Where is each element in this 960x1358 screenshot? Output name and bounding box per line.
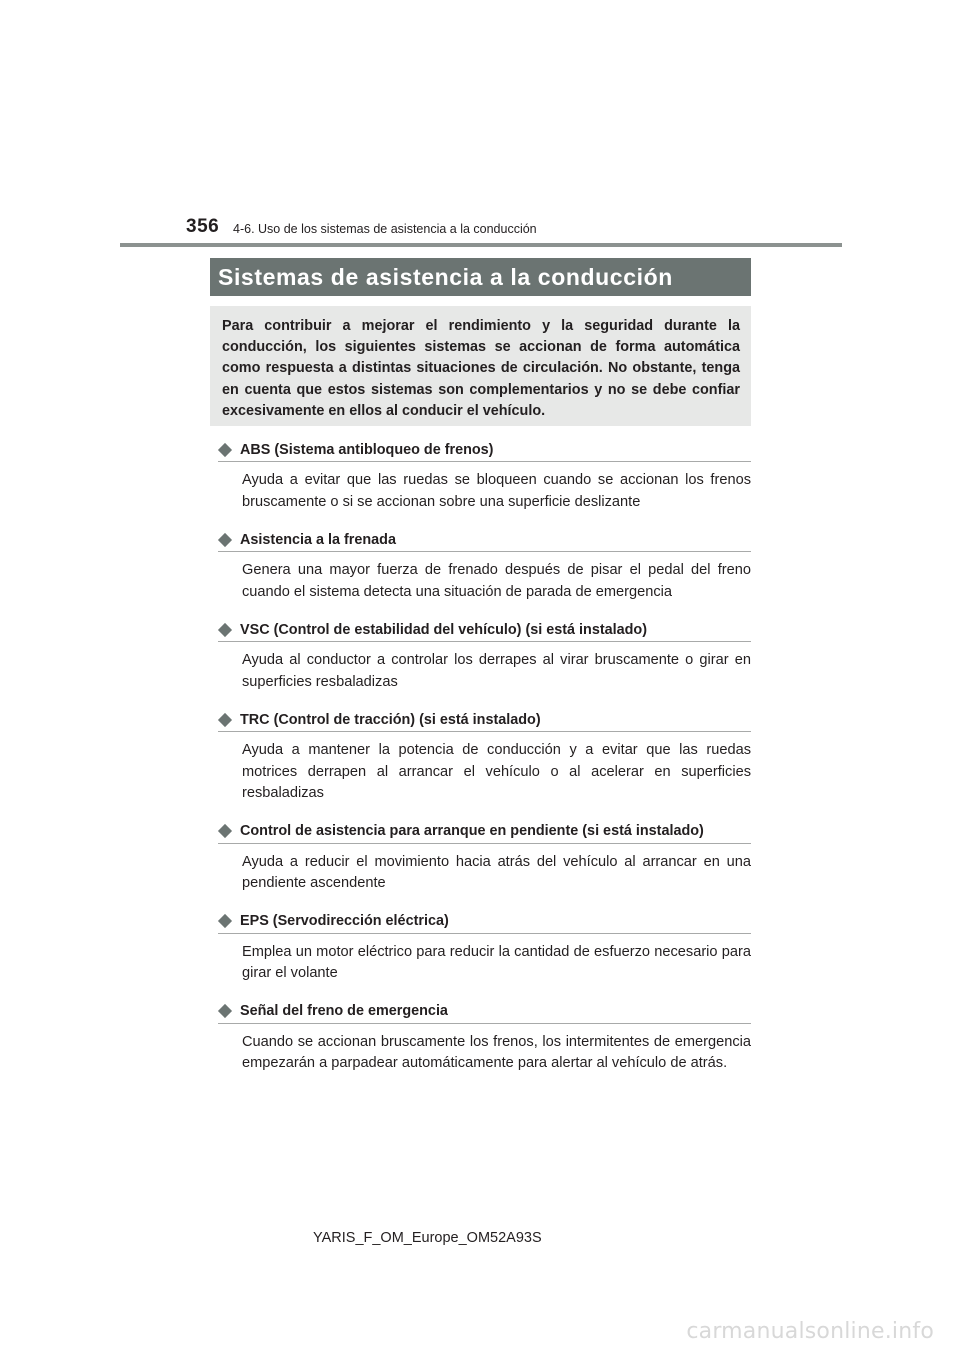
intro-text: Para contribuir a mejorar el rendimiento y la seguridad durante la conducción, los siguientes sistemas se accionan de forma automática como respuesta a distintas situaciones de circulación. No obstante, tenga en cuenta que estos sistemas son complementarios y no se debe confiar excesivamente en ellos al conducir el vehículo. xyxy=(222,318,740,419)
item-heading xyxy=(218,1002,751,1024)
item-title: ABS (Sistema antibloqueo de frenos) xyxy=(240,441,494,458)
system-list xyxy=(218,440,751,1092)
document-code-footer: YARIS_F_OM_Europe_OM52A93S xyxy=(313,1230,542,1246)
watermark: carmanualsonline.info xyxy=(686,1319,934,1344)
item-title: Control de asistencia para arranque en pendiente (si está instalado) xyxy=(240,823,704,839)
diamond-bullet-icon xyxy=(218,914,232,928)
item-description: Emplea un motor eléctrico para reducir la cantidad de esfuerzo necesario para girar el volante xyxy=(242,943,751,981)
diamond-bullet-icon xyxy=(218,712,232,726)
item-title: TRC (Control de tracción) (si está instalado) xyxy=(240,711,541,728)
item-description: Genera una mayor fuerza de frenado después de pisar el pedal del freno cuando el sistema detecta una situación de parada de emergencia xyxy=(242,562,751,600)
list-item xyxy=(218,530,751,603)
diamond-bullet-icon xyxy=(218,442,232,456)
diamond-bullet-icon xyxy=(218,824,232,838)
item-heading xyxy=(218,822,751,844)
list-item xyxy=(218,620,751,693)
list-item xyxy=(218,710,751,805)
item-title: Señal del freno de emergencia xyxy=(240,1003,448,1019)
list-item xyxy=(218,822,751,895)
page-number: 356 xyxy=(186,216,220,237)
section-title-bar xyxy=(210,258,751,296)
item-title: Asistencia a la frenada xyxy=(240,531,396,548)
item-description: Cuando se accionan bruscamente los frenos, los intermitentes de emergencia empezarán a parpadear automáticamente para alertar al vehículo de atrás. xyxy=(242,1033,751,1071)
list-item xyxy=(218,912,751,985)
item-heading xyxy=(218,710,751,732)
diamond-bullet-icon xyxy=(218,532,232,546)
item-heading xyxy=(218,440,751,462)
item-title: EPS (Servodirección eléctrica) xyxy=(240,913,449,929)
item-heading xyxy=(218,620,751,642)
item-description: Ayuda a evitar que las ruedas se bloqueen cuando se accionan los frenos bruscamente o si se accionan sobre una superficie deslizante xyxy=(242,472,751,510)
item-title: VSC (Control de estabilidad del vehículo) (si está instalado) xyxy=(240,621,648,638)
diamond-bullet-icon xyxy=(218,1004,232,1018)
header-rule xyxy=(120,243,842,247)
item-description: Ayuda al conductor a controlar los derrapes al virar bruscamente o girar en superficies resbaladizas xyxy=(242,652,751,690)
intro-box xyxy=(210,306,751,426)
list-item xyxy=(218,1002,751,1075)
item-heading xyxy=(218,912,751,934)
item-heading xyxy=(218,530,751,552)
section-breadcrumb: 4-6. Uso de los sistemas de asistencia a la conducción xyxy=(233,222,537,236)
page-title: Sistemas de asistencia a la conducción xyxy=(218,263,673,290)
item-description: Ayuda a reducir el movimiento hacia atrás del vehículo al arrancar en una pendiente ascendente xyxy=(242,853,751,891)
list-item xyxy=(218,440,751,513)
diamond-bullet-icon xyxy=(218,622,232,636)
item-description: Ayuda a mantener la potencia de conducción y a evitar que las ruedas motrices derrapen al arrancar el vehículo o al acelerar en superficies resbaladizas xyxy=(242,742,751,801)
